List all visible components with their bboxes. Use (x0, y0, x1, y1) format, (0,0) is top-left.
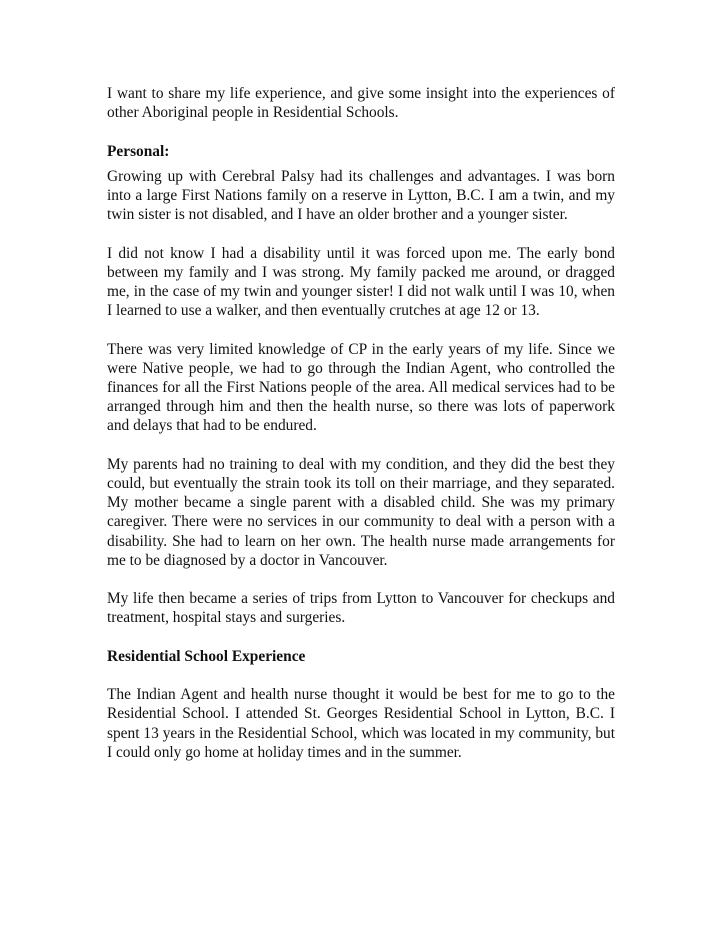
document-page (107, 84, 615, 781)
body-paragraph: The Indian Agent and health nurse thought it would be best for me to go to the Residential School. I attended St. Georges Residential School in Lytton, B.C. I spent 13 years in the Residential School, which was located in my community, but I could only go home at holiday times and in the summer. (107, 686, 615, 761)
body-paragraph: My parents had no training to deal with my condition, and they did the best they could, but eventually the strain took its toll on their marriage, and they separated. My mother became a single parent with a disabled child. She was my primary caregiver. There were no services in our community to deal with a person with a disability. She had to learn on her own. The health nurse made arrangements for me to be diagnosed by a doctor in Vancouver. (107, 455, 615, 569)
section-personal (107, 142, 615, 628)
body-paragraph: I did not know I had a disability until it was forced upon me. The early bond between my family and I was strong. My family packed me around, or dragged me, in the case of my twin and younger sister! I did not walk until I was 10, when I learned to use a walker, and then eventually crutches at age 12 or 13. (107, 244, 615, 320)
section-heading-personal: Personal: (107, 142, 170, 160)
section-heading-residential-school: Residential School Experience (107, 647, 306, 665)
section-residential-school (107, 647, 615, 762)
body-paragraph: My life then became a series of trips from Lytton to Vancouver for checkups and treatment, hospital stays and surgeries. (107, 590, 615, 627)
body-paragraph: There was very limited knowledge of CP in the early years of my life. Since we were Native people, we had to go through the Indian Agent, who controlled the finances for all the First Nations people of the area. All medical services had to be arranged through him and then the health nurse, so there was lots of paperwork and delays that had to be endured. (107, 340, 615, 435)
intro-paragraph: I want to share my life experience, and give some insight into the experiences of other Aboriginal people in Residential Schools. (107, 85, 615, 122)
body-paragraph: Growing up with Cerebral Palsy had its challenges and advantages. I was born into a large First Nations family on a reserve in Lytton, B.C. I am a twin, and my twin sister is not disabled, and I have an older brother and a younger sister. (107, 167, 615, 224)
